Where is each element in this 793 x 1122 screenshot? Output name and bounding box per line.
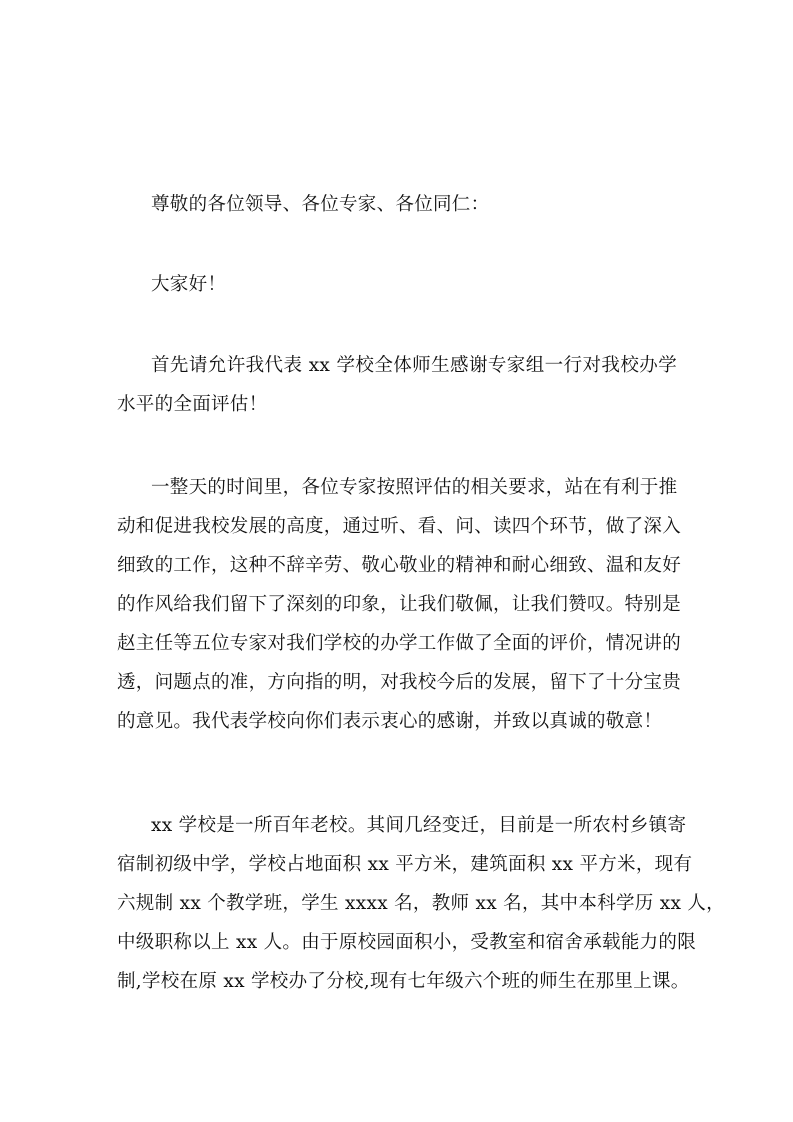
paragraph-line: 动和促进我校发展的高度，通过听、看、问、读四个环节，做了深入 [117, 516, 682, 537]
paragraph-line: 透，问题点的准，方向指的明，对我校今后的发展，留下了十分宝贵 [117, 672, 682, 693]
paragraph-line: 一整天的时间里，各位专家按照评估的相关要求，站在有利于推 [151, 477, 678, 498]
paragraph-line: 制,学校在原 xx 学校办了分校,现有七年级六个班的师生在那里上课。 [117, 971, 690, 992]
paragraph-line: 水平的全面评估！ [117, 394, 268, 415]
paragraph-line: 六规制 xx 个教学班，学生 xxxx 名，教师 xx 名，其中本科学历 xx 人， [117, 893, 725, 914]
salutation: 尊敬的各位领导、各位专家、各位同仁： [151, 194, 490, 215]
paragraph-line: 赵主任等五位专家对我们学校的办学工作做了全面的评价，情况讲的 [117, 633, 682, 654]
paragraph-line: 首先请允许我代表 xx 学校全体师生感谢专家组一行对我校办学 [151, 355, 677, 376]
paragraph-line: 的作风给我们留下了深刻的印象，让我们敬佩，让我们赞叹。特别是 [117, 594, 682, 615]
paragraph-line: 宿制初级中学，学校占地面积 xx 平方米，建筑面积 xx 平方米，现有 [117, 854, 693, 875]
paragraph-line: 的意见。我代表学校向你们表示衷心的感谢，并致以真诚的敬意！ [117, 711, 663, 732]
paragraph-line: 细致的工作，这种不辞辛劳、敬心敬业的精神和耐心细致、温和友好 [117, 555, 682, 576]
paragraph-line: 中级职称以上 xx 人。由于原校园面积小，受教室和宿舍承载能力的限 [117, 932, 697, 953]
greeting: 大家好！ [151, 274, 227, 295]
paragraph-line: xx 学校是一所百年老校。其间几经变迁，目前是一所农村乡镇寄 [151, 815, 687, 836]
